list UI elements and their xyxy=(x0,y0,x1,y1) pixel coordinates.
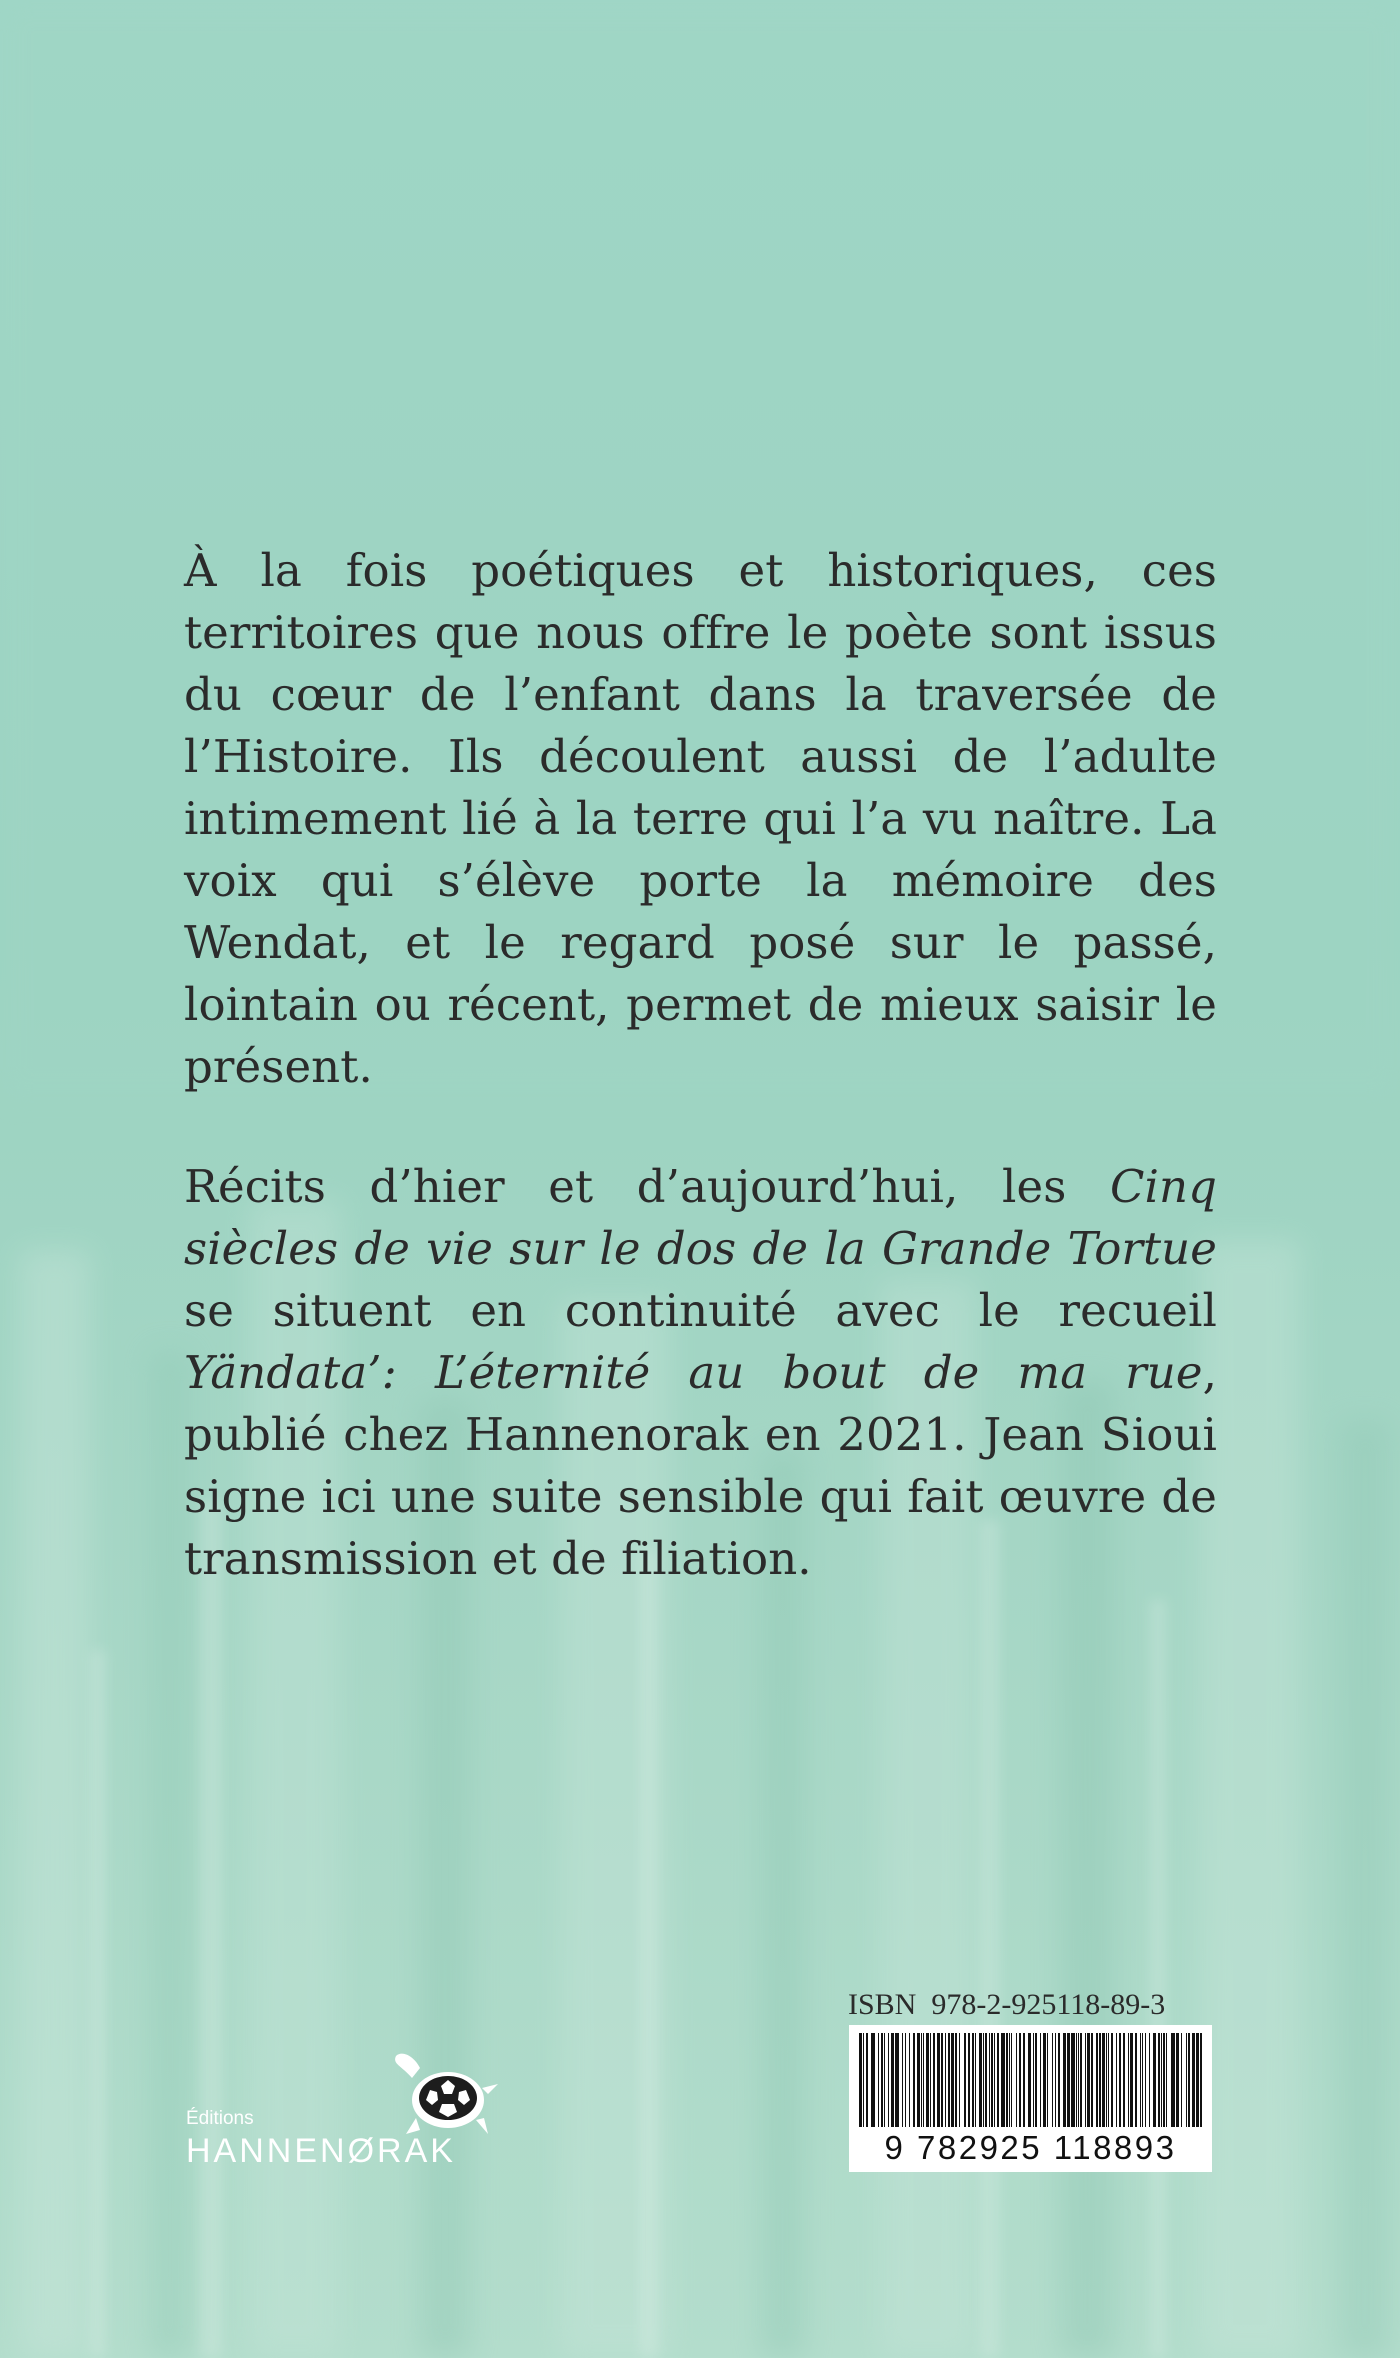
barcode-bar xyxy=(959,2033,960,2127)
barcode-bar xyxy=(1158,2033,1160,2127)
barcode-bar xyxy=(1063,2033,1066,2127)
barcode-bar xyxy=(926,2033,929,2127)
barcode-bar xyxy=(1142,2033,1143,2127)
barcode-bar xyxy=(948,2033,950,2127)
barcode-bar xyxy=(1102,2033,1105,2127)
barcode-digits: 9 782925 118893 xyxy=(884,2129,1177,2166)
barcode-bar xyxy=(994,2033,995,2127)
barcode-bar xyxy=(1166,2033,1167,2127)
barcode-bar xyxy=(1128,2033,1129,2127)
barcode-bar xyxy=(1192,2033,1195,2127)
barcode-bar xyxy=(983,2033,984,2127)
barcode-bar xyxy=(1130,2033,1133,2127)
barcode-bar xyxy=(1040,2033,1041,2127)
barcode-bar xyxy=(863,2033,864,2127)
barcode-bar xyxy=(1078,2033,1079,2127)
barcode-bar xyxy=(871,2033,875,2127)
barcode-bar xyxy=(905,2033,906,2127)
publisher-logo xyxy=(186,2048,516,2188)
barcode-bar xyxy=(1009,2033,1010,2127)
barcode-bar xyxy=(1145,2033,1146,2127)
barcode-bar xyxy=(1052,2033,1053,2127)
barcode-bar xyxy=(972,2033,974,2127)
barcode-bar xyxy=(1108,2033,1109,2127)
barcode-bar xyxy=(989,2033,990,2127)
barcode-bar xyxy=(1035,2033,1037,2127)
barcode-bar xyxy=(951,2033,954,2127)
barcode-bar xyxy=(1028,2033,1031,2127)
barcode-bar xyxy=(1188,2033,1190,2127)
barcode-bar xyxy=(913,2033,915,2127)
barcode-bar xyxy=(1196,2033,1199,2127)
barcode-bar xyxy=(891,2033,894,2127)
barcode-bar xyxy=(1140,2033,1141,2127)
barcode-bar xyxy=(1080,2033,1082,2127)
barcode-bar xyxy=(878,2033,879,2127)
barcode-bar xyxy=(923,2033,924,2127)
barcode-bar xyxy=(941,2033,943,2127)
barcode-bar xyxy=(930,2033,931,2127)
barcode-bar xyxy=(1055,2033,1056,2127)
blurb-intro: Récits d’hier et d’aujourd’hui, les xyxy=(184,1160,1110,1213)
barcode-bar xyxy=(968,2033,970,2127)
barcode-bar xyxy=(1047,2033,1048,2127)
barcode-bar xyxy=(1119,2033,1121,2127)
barcode-bar xyxy=(955,2033,957,2127)
blurb-paragraph-1: À la fois poétiques et historiques, ces territoires que nous offre le poète sont issus du cœur de l’enfant dans la traversée de l’Histoire. Ils découlent aussi de l’adulte intimement lié à la terre qui l’a vu naître. La voix qui s’élève porte la mémoire des Wendat, et le regard posé sur le passé, lointain ou récent, permet de mieux saisir le présent. xyxy=(184,544,1217,1093)
barcode-bar xyxy=(1016,2033,1017,2127)
barcode-bar xyxy=(1043,2033,1046,2127)
barcode-bar xyxy=(1006,2033,1008,2127)
isbn-number: 978-2-925118-89-3 xyxy=(931,1988,1166,2021)
blurb-paragraph-2 xyxy=(184,1156,1217,1590)
barcode xyxy=(849,2025,1212,2172)
barcode-bar xyxy=(1176,2033,1179,2127)
barcode-bar xyxy=(933,2033,935,2127)
barcode-bar xyxy=(859,2033,862,2127)
barcode-bar xyxy=(1067,2033,1070,2127)
barcode-bar xyxy=(1011,2033,1012,2127)
barcode-bar xyxy=(1071,2033,1075,2127)
barcode-bar xyxy=(881,2033,883,2127)
barcode-bar xyxy=(945,2033,946,2127)
publisher-name: HANNENØRAK xyxy=(186,2132,456,2170)
barcode-bar xyxy=(1106,2033,1107,2127)
barcode-bar xyxy=(1135,2033,1137,2127)
barcode-bar xyxy=(1076,2033,1077,2127)
barcode-bar xyxy=(1149,2033,1150,2127)
barcode-bar xyxy=(1200,2033,1202,2127)
barcode-bar xyxy=(1058,2033,1060,2127)
barcode-bar xyxy=(1087,2033,1090,2127)
barcode-bar xyxy=(902,2033,903,2127)
barcode-bar xyxy=(1091,2033,1093,2127)
barcode-bar xyxy=(1161,2033,1162,2127)
book-title: Cinq siècles de vie sur le dos de la Grande Tortue xyxy=(184,1160,1217,1275)
barcode-bar xyxy=(1019,2033,1021,2127)
prior-book-title: Yändata’: L’éternité au bout de ma rue xyxy=(184,1346,1203,1399)
barcode-bar xyxy=(937,2033,940,2127)
barcode-bar xyxy=(997,2033,999,2127)
barcode-bar xyxy=(917,2033,920,2127)
isbn-line xyxy=(848,1988,1218,2022)
barcode-bar xyxy=(1153,2033,1156,2127)
barcode-bar xyxy=(884,2033,885,2127)
publisher-label: Éditions xyxy=(186,2108,254,2129)
barcode-bar xyxy=(909,2033,910,2127)
barcode-bar xyxy=(1116,2033,1117,2127)
barcode-bar xyxy=(1181,2033,1182,2127)
barcode-bar xyxy=(1163,2033,1165,2127)
barcode-bar xyxy=(1033,2033,1034,2127)
barcode-bar xyxy=(1123,2033,1125,2127)
barcode-bar xyxy=(866,2033,868,2127)
barcode-bar xyxy=(1099,2033,1101,2127)
barcode-bar xyxy=(1023,2033,1025,2127)
barcode-bar xyxy=(1186,2033,1187,2127)
barcode-bar xyxy=(1085,2033,1086,2127)
barcode-bar xyxy=(985,2033,987,2127)
barcode-bar xyxy=(1171,2033,1175,2127)
barcode-bar xyxy=(888,2033,889,2127)
isbn-label: ISBN xyxy=(848,1988,917,2021)
blurb-end: , publié chez Hannenorak en 2021. Jean Sioui signe ici une suite sensible qui fait œuvre de transmission et de filiation. xyxy=(184,1346,1217,1585)
barcode-bar xyxy=(964,2033,966,2127)
barcode-bar xyxy=(921,2033,922,2127)
barcode-bar xyxy=(895,2033,899,2127)
barcode-bar xyxy=(1001,2033,1005,2127)
barcode-bar xyxy=(975,2033,976,2127)
barcode-bar xyxy=(991,2033,993,2127)
barcode-bar xyxy=(1096,2033,1098,2127)
barcode-bar xyxy=(979,2033,982,2127)
barcode-bar xyxy=(1111,2033,1113,2127)
blurb-middle: se situent en continuité avec le recueil xyxy=(184,1284,1217,1337)
